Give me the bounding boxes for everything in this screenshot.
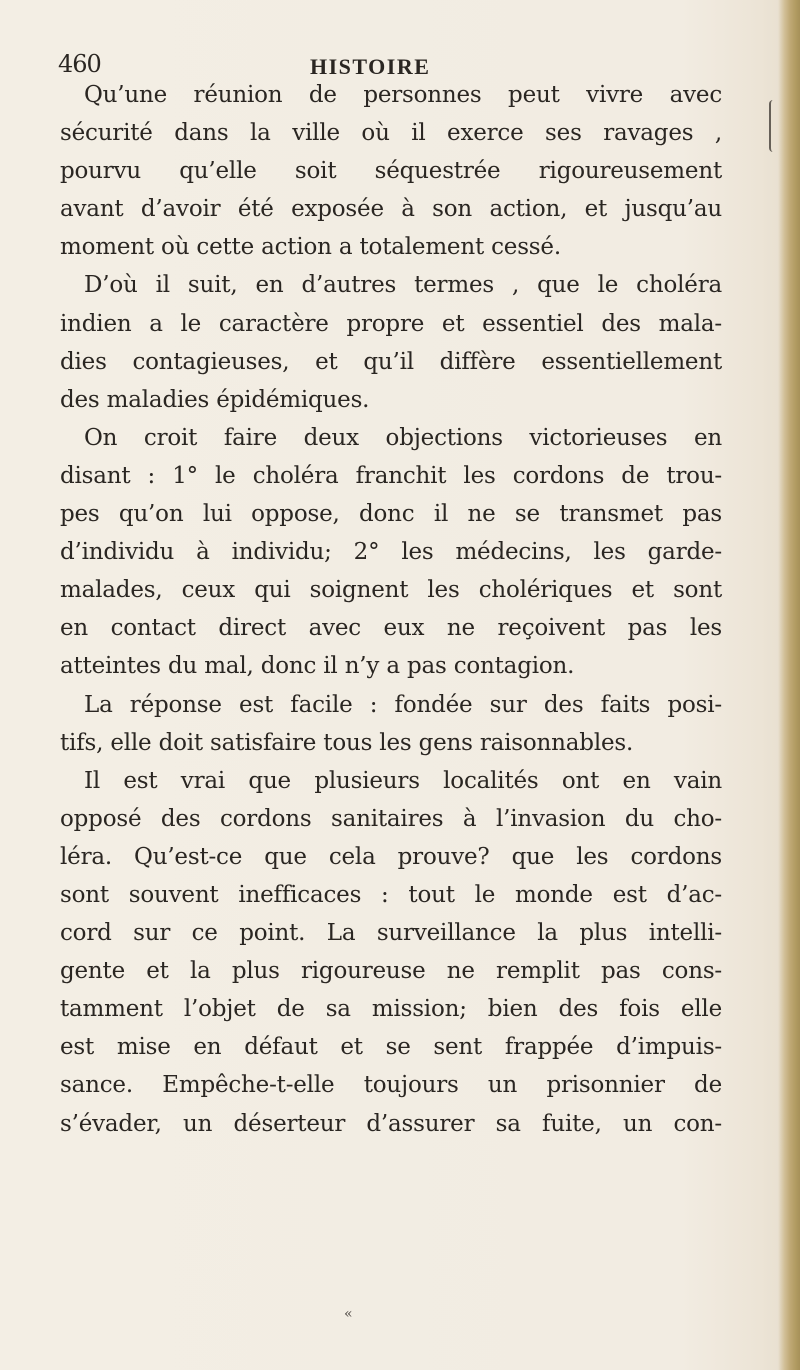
text-line: atteintes du mal, donc il n’y a pas contagion. [60, 653, 575, 680]
body-text [60, 76, 722, 1143]
text-line: pes qu’on lui oppose, donc il ne se transmet pas [60, 501, 722, 528]
text-line: disant : 1° le choléra franchit les cordons de trou- [60, 462, 722, 489]
text-line: On croit faire deux objections victorieuses en [84, 424, 722, 451]
text-line: tamment l’objet de sa mission; bien des fois elle [60, 996, 722, 1023]
text-line: des maladies épidémiques. [60, 386, 370, 413]
text-line: d’individu à individu; 2° les médecins, les garde- [60, 539, 722, 566]
text-line: pourvu qu’elle soit séquestrée rigoureusement [60, 158, 722, 185]
text-line: indien a le caractère propre et essentiel des mala- [60, 310, 722, 337]
text-line: sance. Empêche-t-elle toujours un prisonnier de [60, 1072, 722, 1099]
text-line: tifs, elle doit satisfaire tous les gens raisonnables. [60, 729, 634, 756]
text-line: sécurité dans la ville où il exerce ses ravages , [60, 120, 722, 147]
text-line: cord sur ce point. La surveillance la plus intelli- [60, 920, 722, 947]
text-line: gente et la plus rigoureuse ne remplit pas cons- [60, 958, 722, 985]
page-edge-shadow [778, 0, 800, 1370]
text-line: Qu’une réunion de personnes peut vivre avec [84, 82, 722, 108]
text-line: s’évader, un déserteur d’assurer sa fuite, un con- [60, 1110, 722, 1137]
page-number: 460 [58, 50, 101, 78]
text-line: Il est vrai que plusieurs localités ont en vain [84, 767, 722, 794]
margin-bracket-mark [769, 100, 774, 152]
text-line: La réponse est facile : fondée sur des faits posi- [84, 691, 722, 718]
running-head: HISTOIRE [310, 54, 431, 79]
text-line: dies contagieuses, et qu’il diffère essentiellement [60, 348, 722, 375]
text-line: opposé des cordons sanitaires à l’invasion du cho- [60, 805, 722, 832]
text-line: sont souvent inefficaces : tout le monde est d’ac- [60, 881, 722, 908]
text-line: en contact direct avec eux ne reçoivent pas les [60, 615, 722, 642]
text-line: malades, ceux qui soignent les cholériques et sont [60, 577, 722, 604]
text-line: D’où il suit, en d’autres termes , que le choléra [84, 272, 722, 299]
text-line: moment où cette action a totalement cessé. [60, 234, 561, 261]
text-line: est mise en défaut et se sent frappée d’impuis- [60, 1034, 722, 1061]
text-line: léra. Qu’est-ce que cela prouve? que les cordons [60, 843, 722, 870]
text-line: avant d’avoir été exposée à son action, et jusqu’au [60, 196, 722, 223]
stray-print-mark: « [344, 1306, 353, 1322]
